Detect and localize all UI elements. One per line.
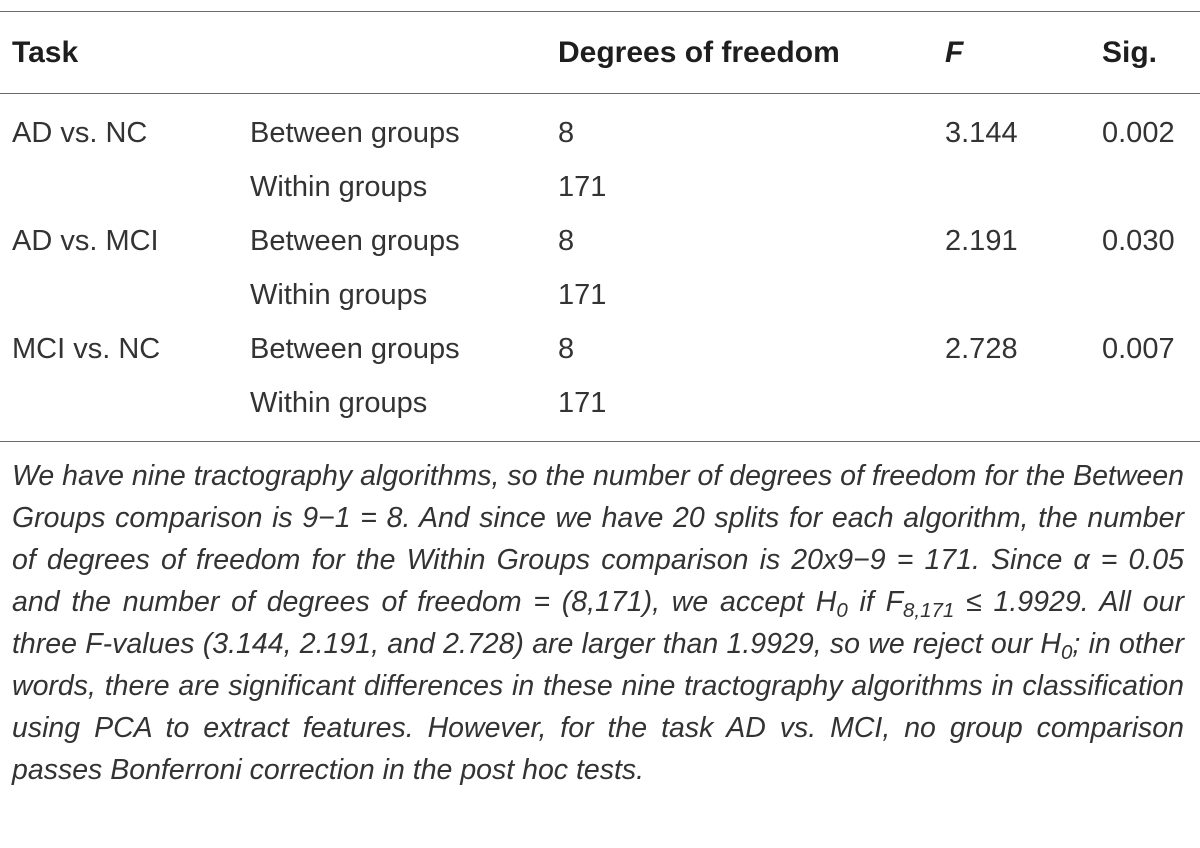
table-row	[0, 326, 1200, 380]
cell-group: Within groups	[250, 171, 428, 203]
cell-df: 8	[558, 117, 575, 149]
cell-group: Between groups	[250, 333, 460, 365]
table-row	[0, 272, 1200, 326]
cell-df: 171	[558, 171, 607, 203]
header-degrees-of-freedom: Degrees of freedom	[558, 36, 840, 69]
cell-sig: 0.007	[1102, 333, 1175, 365]
footnote-text	[12, 455, 1184, 791]
table-row	[0, 218, 1200, 272]
cell-group: Between groups	[250, 225, 460, 257]
table-body	[0, 110, 1200, 434]
footnote-part-1: We have nine tractography algorithms, so the number of degrees of freedom for the Between Groups comparison is 9−1 = 8. And since we have 20 splits for each algorithm, the number of degrees of freedom for the Within Groups comparison is 20x9−9 = 171. Since α = 0.05 and the number of degrees of freedom = (8,171), we accept H	[12, 460, 1184, 618]
cell-df: 8	[558, 333, 575, 365]
cell-sig: 0.030	[1102, 225, 1175, 257]
cell-task: AD vs. NC	[12, 117, 148, 149]
cell-df: 171	[558, 279, 607, 311]
footnote-part-4: ; in other words, there are significant differences in these nine tractography algorithms in classification using PCA to extract features. However, for the task AD vs. MCI, no group comparison passes Bonferroni correction in the post hoc tests.	[12, 628, 1184, 786]
header-task: Task	[12, 36, 79, 69]
footnote-subscript-h0-second: 0	[1060, 641, 1073, 665]
table-row	[0, 380, 1200, 434]
cell-task: AD vs. MCI	[12, 225, 159, 257]
cell-f: 3.144	[945, 117, 1018, 149]
cell-group: Between groups	[250, 117, 460, 149]
cell-group: Within groups	[250, 387, 428, 419]
table-header-row	[0, 30, 1200, 76]
cell-df: 171	[558, 387, 607, 419]
cell-task: MCI vs. NC	[12, 333, 161, 365]
footnote-part-3: ≤ 1.9929. All our three F-values (3.144, 2.191, and 2.728) are larger than 1.9929, so we reject our H	[12, 586, 1184, 660]
header-sig: Sig.	[1102, 36, 1158, 69]
footnote-subscript-h0: 0	[836, 599, 848, 623]
cell-f: 2.191	[945, 225, 1018, 257]
table-footnote	[12, 455, 1184, 791]
table-header-rule	[0, 93, 1200, 94]
cell-group: Within groups	[250, 279, 428, 311]
table-top-rule	[0, 11, 1200, 12]
header-f: F	[945, 36, 964, 69]
table-row	[0, 164, 1200, 218]
table-bottom-rule	[0, 441, 1200, 442]
table-row	[0, 110, 1200, 164]
cell-f: 2.728	[945, 333, 1018, 365]
cell-sig: 0.002	[1102, 117, 1175, 149]
footnote-subscript-f: 8,171	[902, 599, 955, 623]
footnote-part-2: if F	[847, 586, 903, 618]
cell-df: 8	[558, 225, 575, 257]
